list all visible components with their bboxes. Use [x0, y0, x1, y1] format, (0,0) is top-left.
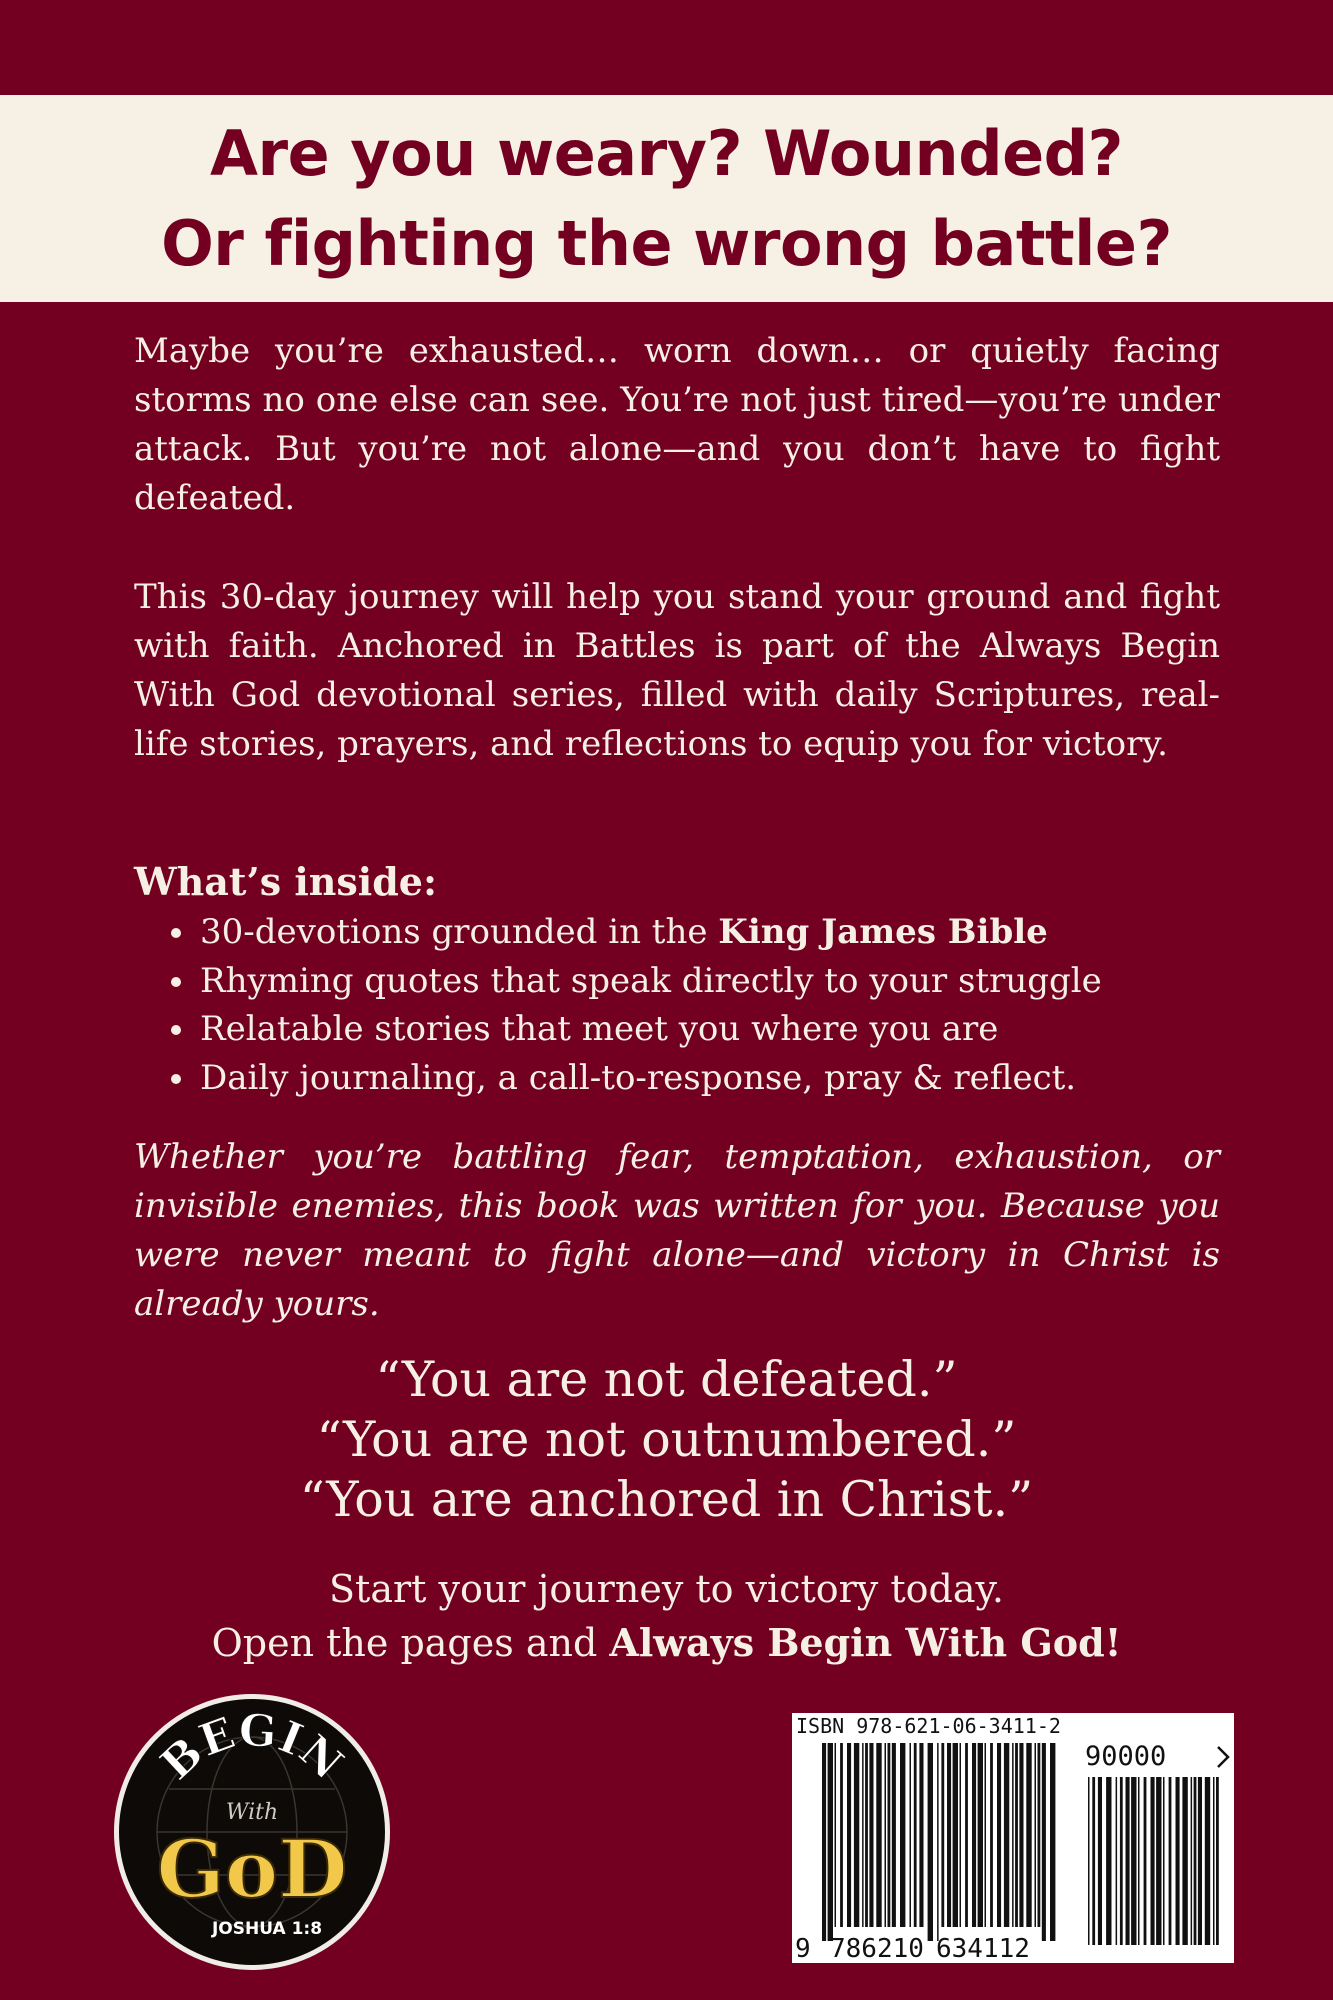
barcode-bar: [1026, 1743, 1031, 1927]
barcode-bar: [1169, 1777, 1172, 1945]
whats-inside-section: [134, 856, 1220, 1102]
barcode-bar: [1092, 1777, 1095, 1945]
quote-line: “You are not outnumbered.”: [316, 1411, 1017, 1468]
quote-line: “You are anchored in Christ.”: [299, 1471, 1034, 1528]
barcode-bar: [1088, 1777, 1090, 1945]
barcode-bar: [865, 1743, 868, 1927]
barcode-main-bars: [822, 1743, 1055, 1941]
barcode-bar: [990, 1743, 993, 1927]
list-item: • Rhyming quotes that speak directly to your struggle: [198, 957, 1220, 1006]
barcode-bar: [892, 1743, 896, 1927]
cta-line-1: Start your journey to victory today.: [329, 1567, 1004, 1611]
barcode-bar: [1205, 1777, 1210, 1945]
barcode-bar: [1216, 1777, 1219, 1945]
barcode-bar: [1106, 1777, 1111, 1945]
barcode-bar: [1004, 1743, 1009, 1927]
intro-paragraph: Maybe you’re exhausted… worn down… or quietly facing storms no one else can see. You’re not just tired—you’re under attack. But you’re not alone—and you don’t have to fight defeated.: [134, 331, 1220, 518]
barcode-bar: [1120, 1777, 1123, 1945]
cta-line-2-text: Open the pages and: [211, 1621, 610, 1665]
barcode-bar: [862, 1743, 864, 1927]
barcode-bar: [910, 1743, 912, 1927]
barcode-bar: [1116, 1777, 1118, 1945]
barcode-bar: [972, 1743, 976, 1927]
barcode-bar: [1182, 1777, 1187, 1945]
barcode-bar: [888, 1743, 891, 1927]
barcode-digit-first: 9: [795, 1934, 811, 1963]
barcode-bar: [1194, 1777, 1197, 1945]
headline-line-2: Or fighting the wrong battle?: [161, 206, 1172, 280]
whats-inside-title: What’s inside:: [134, 859, 437, 904]
barcode-graphic: [792, 1713, 1234, 1963]
barcode-bar: [928, 1743, 933, 1941]
list-item: • Relatable stories that meet you where you are: [198, 1005, 1220, 1054]
barcode-addon-bars: [1088, 1777, 1219, 1945]
begin-with-god-logo: [114, 1694, 390, 1970]
logo-script-text: With: [225, 1800, 279, 1825]
barcode-bar: [822, 1743, 826, 1941]
barcode-bar: [1126, 1777, 1130, 1945]
barcode-bar: [914, 1743, 917, 1927]
barcode-bar: [965, 1743, 968, 1927]
logo-top-text: BEGIN: [151, 1704, 353, 1791]
barcode-bar: [1038, 1743, 1041, 1927]
isbn-barcode: [792, 1713, 1234, 1963]
barcode-bar: [847, 1743, 851, 1927]
barcode-bar: [1163, 1777, 1165, 1945]
cta-line-2: [0, 1616, 1333, 1670]
barcode-bar: [1042, 1743, 1046, 1941]
barcode-bar: [1012, 1743, 1014, 1927]
barcode-bar: [953, 1743, 958, 1927]
barcode-bar: [1156, 1777, 1161, 1945]
barcode-digits-group-1: 786210: [830, 1934, 924, 1963]
barcode-bar: [828, 1743, 833, 1941]
logo-graphic: [119, 1699, 385, 1965]
barcode-bar: [1144, 1777, 1147, 1945]
journey-paragraph: This 30-day journey will help you stand your ground and fight with faith. Anchored in Battles is part of the Always Begin With God devotional series, filled with daily Scriptures, real-life stories, prayers, and reflections to equip you for victory.: [134, 577, 1220, 764]
barcode-bar: [1050, 1743, 1055, 1941]
list-item: • Daily journaling, a call-to-response, pray & reflect.: [198, 1054, 1220, 1103]
list-item-emphasis: King James Bible: [718, 912, 1048, 952]
logo-verse-text: JOSHUA 1:8: [211, 1919, 323, 1939]
barcode-bar: [1176, 1777, 1180, 1945]
barcode-bar: [1138, 1777, 1140, 1945]
barcode-bar: [1213, 1777, 1215, 1945]
barcode-bar: [885, 1743, 887, 1927]
barcode-bar: [876, 1743, 881, 1927]
barcode-bar: [1098, 1777, 1102, 1945]
barcode-bar: [840, 1743, 843, 1927]
barcode-bar: [1151, 1777, 1155, 1945]
barcode-bar: [869, 1743, 873, 1927]
barcode-bar: [900, 1743, 905, 1927]
barcode-digits-group-2: 634112: [936, 1934, 1030, 1963]
barcode-bar: [1191, 1777, 1193, 1945]
barcode-bar: [941, 1743, 944, 1927]
barcode-bar: [1015, 1743, 1018, 1927]
barcode-bar: [985, 1743, 987, 1927]
cta-line-2-emphasis: Always Begin With God!: [609, 1620, 1122, 1665]
list-item-text: 30-devotions grounded in the: [200, 912, 719, 952]
quote-line: “You are not defeated.”: [375, 1351, 958, 1408]
affirmation-quotes: [0, 1350, 1333, 1530]
barcode-bar: [1131, 1777, 1136, 1945]
barcode-bar: [937, 1743, 939, 1941]
barcode-bar: [947, 1743, 951, 1927]
barcode-bar: [960, 1743, 962, 1927]
price-code-text: 90000: [1085, 1741, 1167, 1772]
chevron-right-icon: [1218, 1747, 1228, 1767]
headline-banner: [0, 95, 1333, 302]
barcode-bar: [835, 1743, 837, 1927]
closing-paragraph: Whether you’re battling fear, temptation, exhaustion, or invisible enemies, this book was written for you. Because you were never meant to fight alone—and victory in Christ is already yours.: [134, 1137, 1220, 1324]
barcode-bar: [978, 1743, 983, 1927]
logo-main-text: GoD: [156, 1822, 348, 1916]
call-to-action: [0, 1562, 1333, 1670]
barcode-bar: [997, 1743, 1001, 1927]
barcode-bar: [1035, 1743, 1037, 1927]
headline-line-1: Are you weary? Wounded?: [210, 116, 1123, 190]
barcode-bar: [1019, 1743, 1023, 1927]
list-item: [198, 908, 1220, 957]
isbn-text: ISBN 978-621-06-3411-2: [796, 1714, 1061, 1738]
barcode-bar: [919, 1743, 923, 1927]
whats-inside-list: [134, 908, 1220, 1102]
barcode-bar: [1198, 1777, 1202, 1945]
barcode-bar: [854, 1743, 859, 1927]
